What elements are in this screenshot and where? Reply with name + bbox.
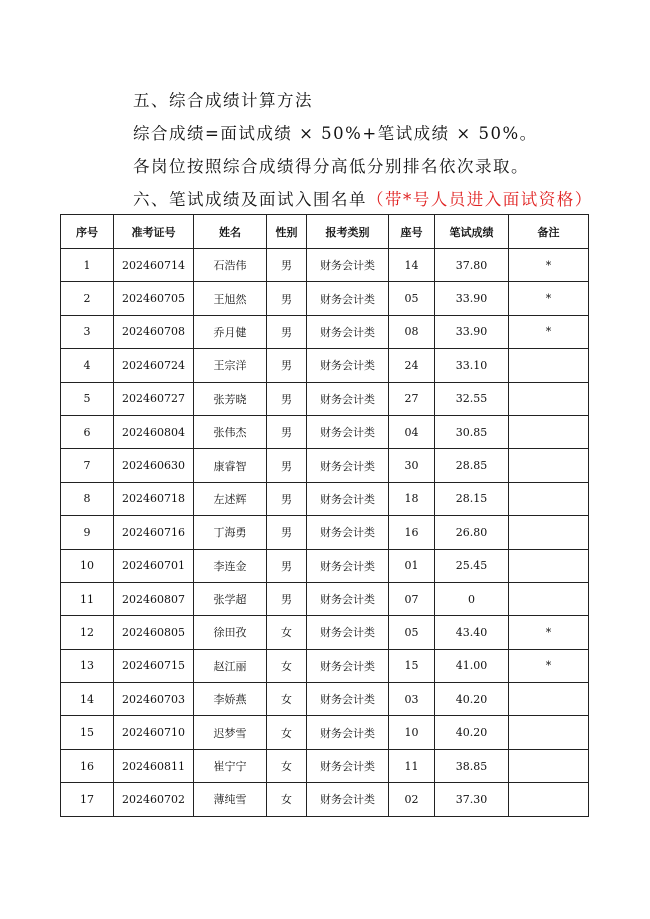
table-row [61,482,589,515]
cell-category: 财务会计类 [307,716,389,749]
cell-gender: 女 [267,616,307,649]
cell-index: 17 [61,783,114,816]
cell-gender: 男 [267,549,307,582]
ranking-note: 各岗位按照综合成绩得分高低分别排名依次录取。 [133,157,529,176]
cell-exam-number: 202460630 [114,449,194,482]
cell-category: 财务会计类 [307,482,389,515]
cell-exam-number: 202460705 [114,282,194,315]
cell-remark: * [509,315,589,348]
cell-exam-number: 202460718 [114,482,194,515]
cell-index: 15 [61,716,114,749]
cell-category: 财务会计类 [307,315,389,348]
cell-gender: 女 [267,749,307,782]
cell-name: 乔月健 [194,315,267,348]
table-row [61,282,589,315]
cell-remark: * [509,282,589,315]
cell-name: 王宗洋 [194,349,267,382]
cell-score: 43.40 [435,616,509,649]
table-row [61,382,589,415]
cell-category: 财务会计类 [307,516,389,549]
cell-score: 37.30 [435,783,509,816]
cell-index: 8 [61,482,114,515]
table-row [61,249,589,282]
cell-remark [509,516,589,549]
cell-seat: 24 [389,349,435,382]
table-row [61,749,589,782]
cell-exam-number: 202460703 [114,683,194,716]
cell-name: 李娇燕 [194,683,267,716]
cell-score: 33.10 [435,349,509,382]
cell-index: 5 [61,382,114,415]
cell-score: 32.55 [435,382,509,415]
cell-score: 30.85 [435,415,509,448]
cell-index: 9 [61,516,114,549]
cell-index: 6 [61,415,114,448]
cell-name: 左述辉 [194,482,267,515]
col-header-exam-number: 准考证号 [114,215,194,249]
cell-index: 10 [61,549,114,582]
cell-score: 37.80 [435,249,509,282]
cell-gender: 男 [267,449,307,482]
cell-score: 40.20 [435,716,509,749]
cell-seat: 07 [389,582,435,615]
cell-score: 28.85 [435,449,509,482]
section6-heading [133,186,593,210]
table-row [61,349,589,382]
table-row [61,516,589,549]
cell-category: 财务会计类 [307,382,389,415]
cell-gender: 女 [267,716,307,749]
col-header-index: 序号 [61,215,114,249]
cell-score: 26.80 [435,516,509,549]
cell-seat: 05 [389,282,435,315]
table-row [61,683,589,716]
cell-category: 财务会计类 [307,783,389,816]
col-header-gender: 性别 [267,215,307,249]
cell-score: 38.85 [435,749,509,782]
cell-index: 16 [61,749,114,782]
section6-note: （带*号人员进入面试资格） [367,190,593,209]
cell-name: 张芳晓 [194,382,267,415]
cell-gender: 男 [267,382,307,415]
cell-remark [509,382,589,415]
cell-gender: 女 [267,649,307,682]
col-header-category: 报考类别 [307,215,389,249]
cell-name: 徐田孜 [194,616,267,649]
cell-score: 25.45 [435,549,509,582]
table-row [61,783,589,816]
cell-name: 康睿智 [194,449,267,482]
cell-gender: 男 [267,516,307,549]
cell-gender: 男 [267,349,307,382]
cell-exam-number: 202460811 [114,749,194,782]
cell-remark [509,549,589,582]
table-body [61,249,589,817]
cell-index: 1 [61,249,114,282]
cell-name: 丁海勇 [194,516,267,549]
formula-text: 综合成绩=面试成绩 × 50%+笔试成绩 × 50%。 [133,124,538,143]
cell-gender: 女 [267,783,307,816]
table-row [61,449,589,482]
cell-category: 财务会计类 [307,415,389,448]
cell-gender: 男 [267,282,307,315]
col-header-seat: 座号 [389,215,435,249]
cell-exam-number: 202460701 [114,549,194,582]
cell-seat: 27 [389,382,435,415]
cell-exam-number: 202460710 [114,716,194,749]
cell-name: 石浩伟 [194,249,267,282]
table-row [61,315,589,348]
section5-title: 五、综合成绩计算方法 [133,91,313,110]
cell-exam-number: 202460807 [114,582,194,615]
table-row [61,616,589,649]
cell-remark [509,582,589,615]
cell-remark [509,683,589,716]
cell-index: 2 [61,282,114,315]
cell-exam-number: 202460724 [114,349,194,382]
cell-category: 财务会计类 [307,549,389,582]
cell-category: 财务会计类 [307,349,389,382]
table-row [61,716,589,749]
cell-index: 7 [61,449,114,482]
cell-gender: 男 [267,315,307,348]
cell-exam-number: 202460714 [114,249,194,282]
cell-name: 张学超 [194,582,267,615]
cell-name: 王旭然 [194,282,267,315]
cell-category: 财务会计类 [307,649,389,682]
cell-index: 14 [61,683,114,716]
cell-gender: 男 [267,582,307,615]
cell-exam-number: 202460804 [114,415,194,448]
cell-gender: 男 [267,482,307,515]
table-row [61,582,589,615]
cell-seat: 16 [389,516,435,549]
cell-exam-number: 202460805 [114,616,194,649]
cell-seat: 01 [389,549,435,582]
cell-exam-number: 202460727 [114,382,194,415]
cell-seat: 11 [389,749,435,782]
cell-score: 33.90 [435,315,509,348]
cell-exam-number: 202460715 [114,649,194,682]
cell-index: 3 [61,315,114,348]
cell-gender: 男 [267,415,307,448]
cell-category: 财务会计类 [307,282,389,315]
cell-index: 11 [61,582,114,615]
table-row [61,549,589,582]
cell-exam-number: 202460708 [114,315,194,348]
cell-index: 12 [61,616,114,649]
cell-seat: 08 [389,315,435,348]
cell-name: 薄纯雪 [194,783,267,816]
cell-gender: 女 [267,683,307,716]
cell-remark [509,749,589,782]
cell-remark: * [509,616,589,649]
score-table [60,214,589,817]
cell-exam-number: 202460716 [114,516,194,549]
cell-score: 41.00 [435,649,509,682]
cell-seat: 15 [389,649,435,682]
table-header-row [61,215,589,249]
cell-index: 4 [61,349,114,382]
cell-name: 崔宁宁 [194,749,267,782]
cell-score: 40.20 [435,683,509,716]
cell-score: 33.90 [435,282,509,315]
cell-category: 财务会计类 [307,683,389,716]
cell-score: 0 [435,582,509,615]
cell-category: 财务会计类 [307,449,389,482]
cell-name: 赵江丽 [194,649,267,682]
section6-title: 六、笔试成绩及面试入围名单 [133,190,367,209]
cell-category: 财务会计类 [307,249,389,282]
cell-remark [509,349,589,382]
table-row [61,415,589,448]
cell-category: 财务会计类 [307,616,389,649]
cell-score: 28.15 [435,482,509,515]
cell-remark [509,783,589,816]
cell-index: 13 [61,649,114,682]
cell-remark [509,415,589,448]
col-header-remark: 备注 [509,215,589,249]
cell-seat: 04 [389,415,435,448]
cell-name: 迟梦雪 [194,716,267,749]
cell-seat: 18 [389,482,435,515]
cell-seat: 02 [389,783,435,816]
table-row [61,649,589,682]
cell-seat: 14 [389,249,435,282]
cell-seat: 03 [389,683,435,716]
cell-name: 李连金 [194,549,267,582]
cell-exam-number: 202460702 [114,783,194,816]
cell-remark [509,449,589,482]
cell-remark [509,716,589,749]
cell-name: 张伟杰 [194,415,267,448]
cell-seat: 10 [389,716,435,749]
cell-category: 财务会计类 [307,582,389,615]
cell-remark [509,482,589,515]
cell-gender: 男 [267,249,307,282]
col-header-name: 姓名 [194,215,267,249]
col-header-score: 笔试成绩 [435,215,509,249]
cell-category: 财务会计类 [307,749,389,782]
cell-seat: 05 [389,616,435,649]
cell-remark: * [509,249,589,282]
cell-remark: * [509,649,589,682]
cell-seat: 30 [389,449,435,482]
